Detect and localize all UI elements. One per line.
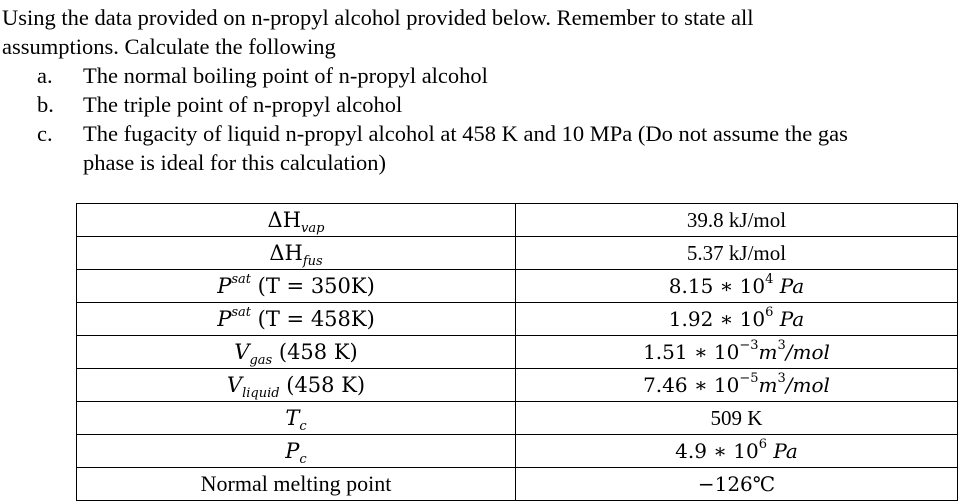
table-row: [77, 336, 958, 369]
list-item-c-continued: [83, 148, 386, 177]
value-cell: 509 K: [516, 402, 958, 435]
table-row: [77, 402, 958, 435]
property-cell: $P_c$: [77, 435, 516, 468]
table-row: [77, 435, 958, 468]
value-cell: 1.92 ∗ $10^6$ Pa: [516, 303, 958, 336]
property-cell: $V_{gas}$ (458 K): [77, 336, 516, 369]
property-cell: Normal melting point: [77, 468, 516, 501]
list-item-label: c.: [37, 121, 53, 146]
property-cell: $T_c$: [77, 402, 516, 435]
property-cell: $\Delta H_{fus}$: [77, 237, 516, 270]
table-row: [77, 237, 958, 270]
value-cell: 7.46 ∗ $10^{-5}m^3$/mol: [516, 369, 958, 402]
intro-paragraph: [2, 3, 753, 61]
list-item-text: The normal boiling point of n-propyl alcohol: [83, 63, 488, 88]
intro-line-2: assumptions. Calculate the following: [2, 34, 336, 59]
table-row: [77, 468, 958, 501]
property-cell: $P^{sat}$ (T = 350K): [77, 270, 516, 303]
value-cell: 39.8 kJ/mol: [516, 204, 958, 237]
list-item-text: The fugacity of liquid n-propyl alcohol at 458 K and 10 MPa (Do not assume the gas: [83, 121, 848, 146]
list-item-label: b.: [37, 92, 54, 117]
list-item-text: The triple point of n-propyl alcohol: [83, 92, 403, 117]
property-cell: $P^{sat}$ (T = 458K): [77, 303, 516, 336]
value-cell: −126℃: [516, 468, 958, 501]
value-cell: 8.15 ∗ $10^4$ Pa: [516, 270, 958, 303]
data-table: [76, 203, 957, 496]
table-row: [77, 369, 958, 402]
value-cell: 4.9 ∗ $10^6$ Pa: [516, 435, 958, 468]
list-item-label: a.: [37, 63, 53, 88]
table-row: [77, 270, 958, 303]
table-row: [77, 303, 958, 336]
table-row: [77, 204, 958, 237]
property-cell: $\Delta H_{vap}$: [77, 204, 516, 237]
list-item-text: phase is ideal for this calculation): [83, 150, 387, 175]
value-cell: 1.51 ∗ $10^{-3}m^3$/mol: [516, 336, 958, 369]
value-cell: 5.37 kJ/mol: [516, 237, 958, 270]
property-cell: $V_{liquid}$ (458 K): [77, 369, 516, 402]
intro-line-1: Using the data provided on n-propyl alcohol provided below. Remember to state all: [2, 5, 754, 30]
